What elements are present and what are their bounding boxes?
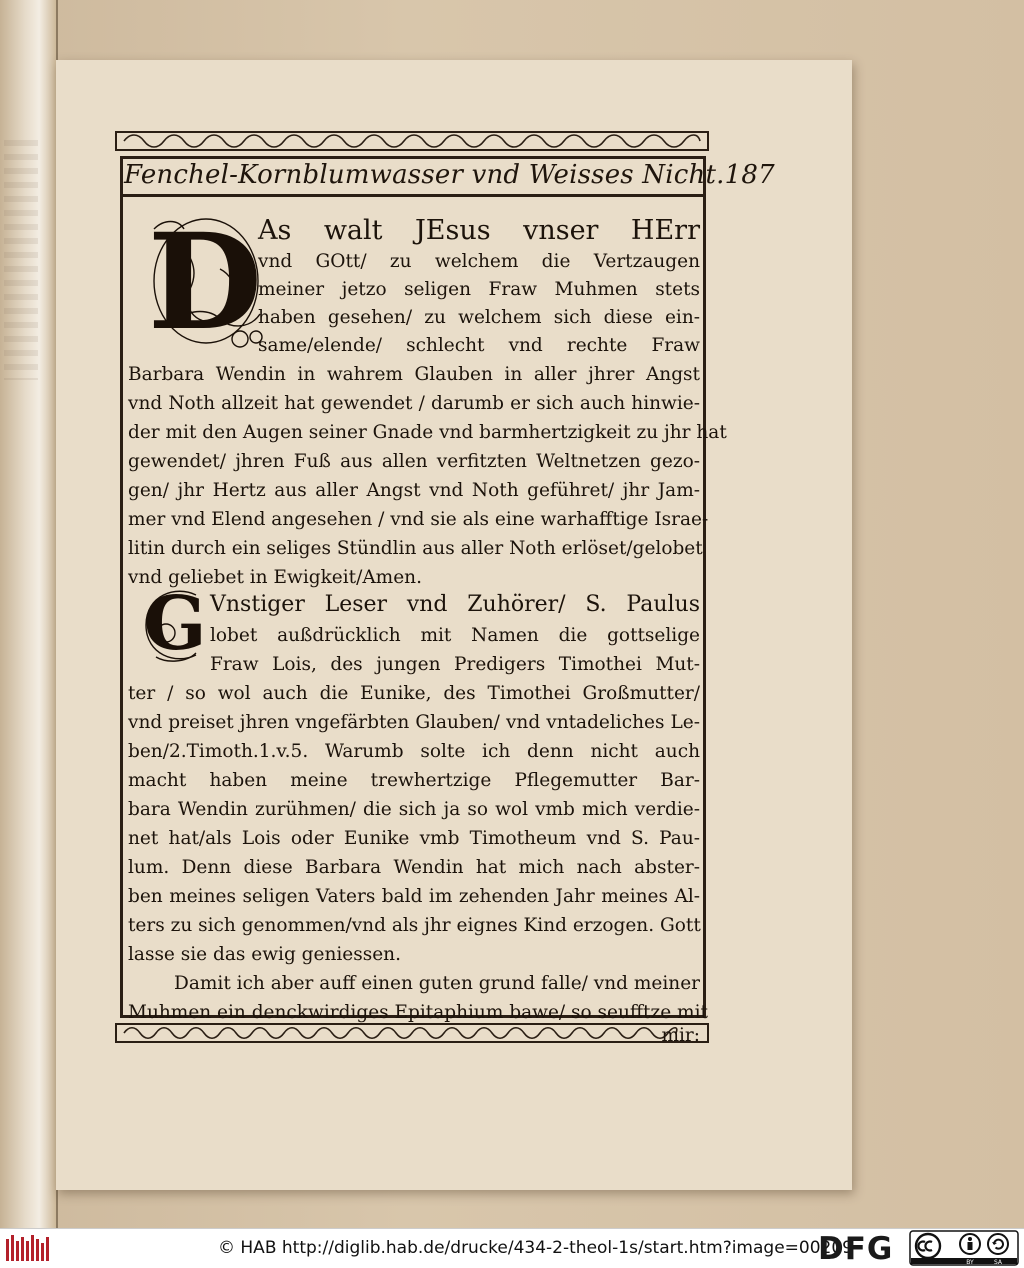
dfg-logo: DFG — [818, 1231, 894, 1267]
text-line: Muhmen ein denckwirdiges Epitaphium bawe/ so seufftze mit — [128, 1002, 708, 1023]
text-line: ter / so wol auch die Eunike, des Timothei Großmutter/ — [128, 683, 700, 704]
cc-icon — [916, 1234, 940, 1258]
text-line: vnd preiset jhren vngefärbten Glauben/ vnd vntadeliches Le- — [128, 712, 700, 733]
text-line: macht haben meine trewhertzige Pflegemutter Bar- — [128, 770, 700, 791]
text-line: ben/2.Timoth.1.v.5. Warumb solte ich denn nicht auch — [128, 741, 700, 762]
text-line: same/elende/ schlecht vnd rechte Fraw — [258, 335, 700, 356]
text-line: lasse sie das ewig geniessen. — [128, 944, 401, 965]
running-head — [124, 156, 775, 194]
text-line: Vnstiger Leser vnd Zuhörer/ S. Paulus — [210, 592, 700, 617]
footer-bar — [0, 1228, 1024, 1268]
text-line: Damit ich aber auff einen guten grund falle/ vnd meiner — [174, 973, 700, 994]
initial-letter-g: G — [143, 581, 207, 667]
text-line: Barbara Wendin in wahrem Glauben in aller jhrer Angst — [128, 364, 700, 385]
show-through-print — [4, 140, 38, 380]
text-line: vnd GOtt/ zu welchem die Vertzaugen — [258, 251, 700, 272]
by-icon — [960, 1234, 980, 1254]
text-line: haben gesehen/ zu welchem sich diese ein- — [258, 307, 700, 328]
text-line: ben meines seligen Vaters bald im zehenden Jahr meines Al- — [128, 886, 700, 907]
text-line: vnd geliebet in Ewigkeit/Amen. — [128, 567, 422, 588]
top-ornament-border — [116, 130, 708, 152]
text-line: lum. Denn diese Barbara Wendin hat mich nach abster- — [128, 857, 700, 878]
text-line: mer vnd Elend angesehen / vnd sie als eine warhafftige Israe- — [128, 509, 709, 530]
initial-letter-d: D — [147, 205, 263, 360]
text-line: der mit den Augen seiner Gnade vnd barmhertzigkeit zu jhr hat — [128, 422, 727, 443]
text-line: bara Wendin zurühmen/ die sich ja so wol vmb mich verdie- — [128, 799, 700, 820]
sa-icon — [988, 1234, 1008, 1254]
cc-license-badge[interactable] — [910, 1231, 1018, 1265]
text-line: gen/ jhr Hertz aus aller Angst vnd Noth geführet/ jhr Jam- — [128, 480, 700, 501]
text-line: net hat/als Lois oder Eunike vmb Timotheum vnd S. Pau- — [128, 828, 700, 849]
text-line: ters zu sich genommen/vnd als jhr eignes Kind erzogen. Gott — [128, 915, 701, 936]
running-title: Fenchel-Kornblumwasser vnd Weisses Nicht. — [124, 160, 725, 190]
text-line: Fraw Lois, des jungen Predigers Timothei Mut- — [210, 654, 700, 675]
text-line: vnd Noth allzeit hat gewendet / darumb er sich auch hinwie- — [128, 393, 700, 414]
text-line: lobet außdrücklich mit Namen die gottselige — [210, 625, 700, 646]
text-line: meiner jetzo seligen Fraw Muhmen stets — [258, 279, 700, 300]
facing-page-edge — [0, 0, 58, 1228]
header-rule — [120, 194, 706, 197]
source-credit-link[interactable]: © HAB http://diglib.hab.de/drucke/434-2-theol-1s/start.htm?image=00209 — [218, 1238, 853, 1258]
text-line: litin durch ein seliges Stündlin aus aller Noth erlöset/gelobet — [128, 538, 703, 559]
text-line: As walt JEsus vnser HErr — [258, 215, 700, 246]
main-text — [128, 203, 727, 1046]
hab-logo-icon — [6, 1235, 50, 1263]
page-number: 187 — [724, 160, 775, 190]
sa-label: SA — [993, 1259, 1003, 1266]
text-line: gewendet/ jhren Fuß aus allen verfitzten Weltnetzen gezo- — [128, 451, 700, 472]
text-line: mir: — [661, 1025, 700, 1046]
by-label: BY — [966, 1259, 974, 1266]
